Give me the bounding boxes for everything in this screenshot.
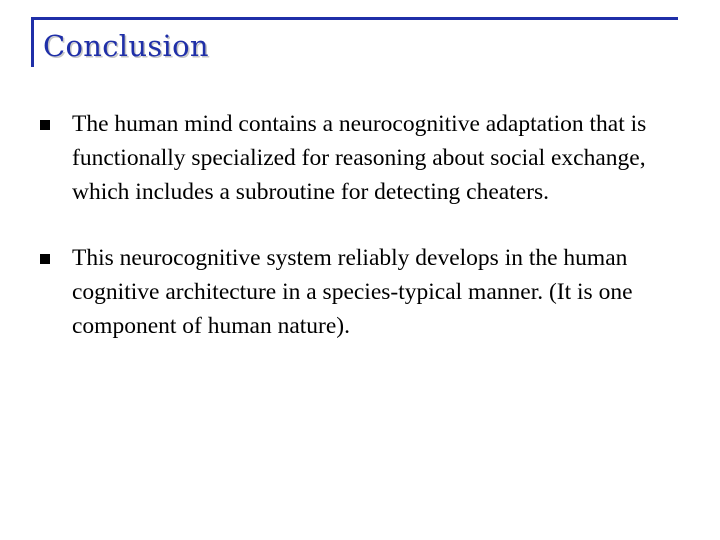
bullet-item bbox=[40, 107, 700, 209]
bullet-text: This neurocognitive system reliably develops in the human cognitive architecture in a species-typical manner. (It is one component of human nature). bbox=[72, 245, 633, 339]
title-top-rule bbox=[31, 17, 678, 20]
square-bullet-icon bbox=[40, 120, 50, 130]
bullet-list bbox=[40, 107, 700, 375]
slide-title: Conclusion bbox=[43, 29, 209, 63]
bullet-item bbox=[40, 241, 700, 343]
square-bullet-icon bbox=[40, 254, 50, 264]
bullet-text: The human mind contains a neurocognitive adaptation that is functionally specialized for reasoning about social exchange, which includes a subroutine for detecting cheaters. bbox=[72, 111, 647, 205]
title-left-rule bbox=[31, 17, 34, 67]
